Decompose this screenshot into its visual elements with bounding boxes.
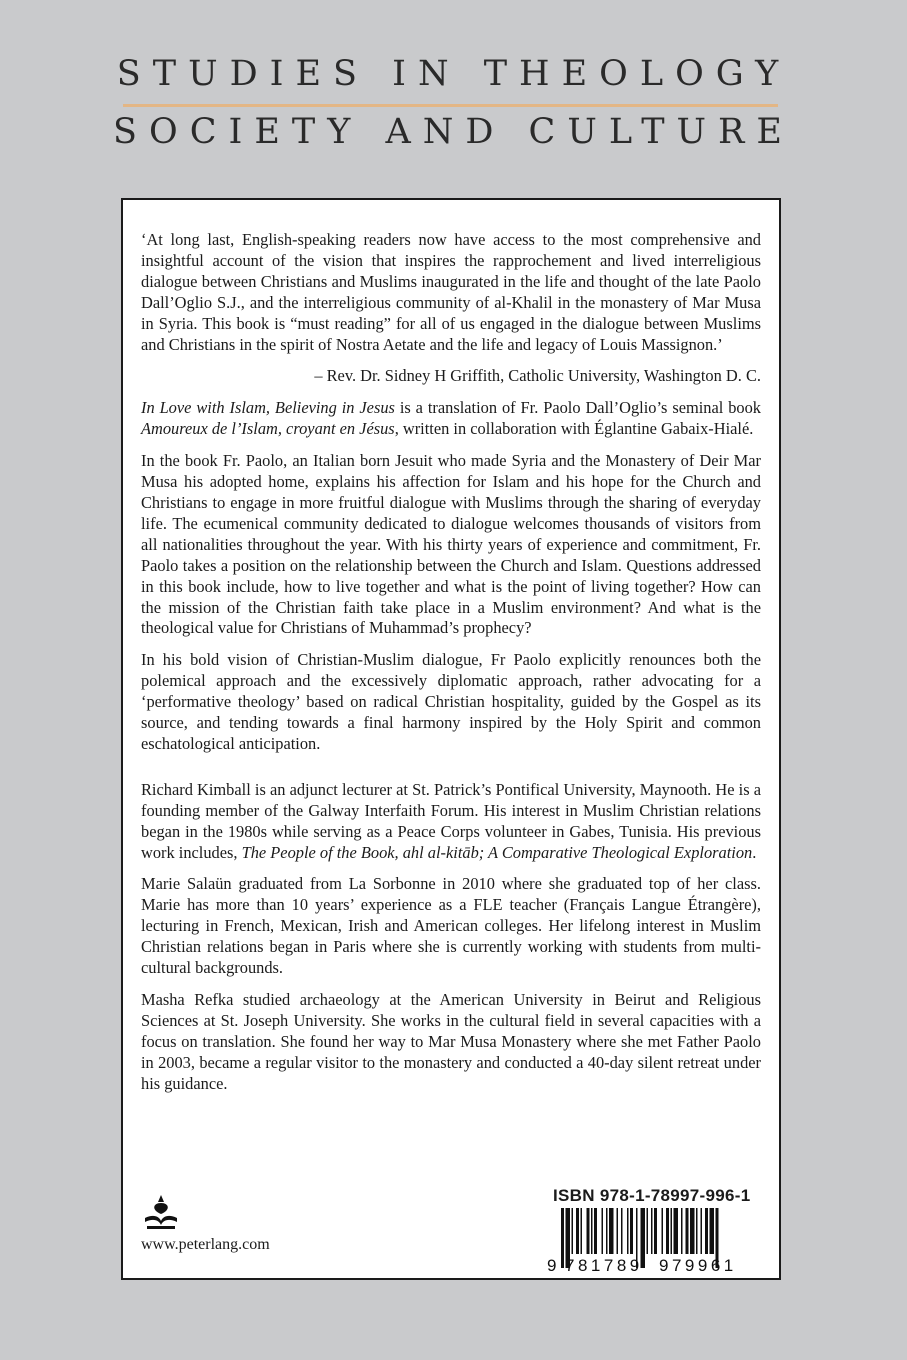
back-cover-panel bbox=[121, 198, 781, 1280]
isbn-label: ISBN 978-1-78997-996-1 bbox=[553, 1186, 751, 1205]
series-title-line1: STUDIES IN THEOLOGY bbox=[116, 54, 791, 94]
barcode-bar bbox=[587, 1208, 590, 1254]
barcode-digits-left: 781789 bbox=[565, 1256, 643, 1273]
isbn-barcode bbox=[543, 1208, 758, 1273]
barcode-bar bbox=[654, 1208, 657, 1254]
barcode-bar bbox=[591, 1208, 593, 1254]
barcode-bar bbox=[666, 1208, 669, 1254]
bio-refka: Masha Refka studied archaeology at the American University in Beirut and Religious Sciences at St. Joseph University. She works in the cultural field in several capacities with a focus on translation. She found her way to Mar Musa Monastery where she met Father Paolo in 2003, became a regular visitor to the monastery and conducted a 40-day silent retreat under his guidance. bbox=[141, 990, 761, 1093]
barcode-bar bbox=[617, 1208, 619, 1254]
barcode-bar bbox=[701, 1208, 703, 1254]
barcode-bar bbox=[651, 1208, 653, 1254]
barcode-bar bbox=[594, 1208, 597, 1254]
peter-lang-logo-icon bbox=[141, 1194, 181, 1232]
barcode-bar bbox=[690, 1208, 695, 1254]
endorsement-attribution: – Rev. Dr. Sidney H Griffith, Catholic University, Washington D. C. bbox=[314, 366, 761, 386]
blurb-content bbox=[141, 230, 761, 1106]
description-intro: In Love with Islam, Believing in Jesus is a translation of Fr. Paolo Dall’Oglio’s seminal book Amoureux de l’Islam, croyant en Jésus, written in collaboration with Églantine Gabaix-Hialé. bbox=[141, 398, 761, 439]
original-title: Amoureux de l’Islam, croyant en Jésus bbox=[141, 419, 395, 439]
publisher-url[interactable]: www.peterlang.com bbox=[141, 1236, 270, 1253]
barcode-bar bbox=[609, 1208, 614, 1254]
barcode-bar bbox=[581, 1208, 583, 1254]
barcode-digit-lead: 9 bbox=[547, 1256, 557, 1273]
barcode-bar bbox=[686, 1208, 689, 1254]
barcode-bar bbox=[710, 1208, 715, 1254]
barcode-bar bbox=[671, 1208, 673, 1254]
barcode-bar bbox=[705, 1208, 708, 1254]
description-paragraph-3: In his bold vision of Christian-Muslim dialogue, Fr Paolo explicitly renounces both the polemical approach and the excessively diplomatic approach, rather advocating for a ‘performative theology’ based on radical Christian hospitality, guided by the Gospel as its source, and tending towards a final harmony inspired by the Holy Spirit and common eschatological anticipation. bbox=[141, 650, 761, 753]
barcode-bar bbox=[561, 1208, 564, 1268]
barcode-bar bbox=[630, 1208, 633, 1254]
kimball-work-title: The People of the Book, ahl al-kitāb; A Comparative Theological Exploration bbox=[241, 842, 753, 862]
barcode-bar bbox=[606, 1208, 608, 1254]
barcode-bar bbox=[572, 1208, 574, 1254]
book-title: In Love with Islam, Believing in Jesus bbox=[141, 398, 395, 418]
barcode-bar bbox=[576, 1208, 579, 1254]
barcode-bar bbox=[602, 1208, 604, 1254]
barcode-bar bbox=[621, 1208, 623, 1254]
barcode-bar bbox=[662, 1208, 664, 1254]
bio-salaun: Marie Salaün graduated from La Sorbonne in 2010 where she graduated top of her class. Marie has more than 10 years’ experience as a FLE teacher (Français Langue Étrangère), lecturing in French, Mexican, Irish and American colleges. Her lifelong interest in Muslim Christian relations began in Paris where she is currently working with students from multi-cultural backgrounds. bbox=[141, 874, 761, 978]
bio-kimball: Richard Kimball is an adjunct lecturer at St. Patrick’s Pontifical University, Maynooth. He is a founding member of the Galway Interfaith Forum. His interest in Muslim Christian relations began in the 1980s while serving as a Peace Corps volunteer in Gabes, Tunisia. His previous work includes, The People of the Book, ahl al-kitāb; A Comparative Theological Exploration. bbox=[141, 779, 761, 862]
endorsement-quote: ‘At long last, English-speaking readers now have access to the most comprehensive and insightful account of the vision that inspires the rapprochement and lived interreligious dialogue between Christians and Muslims inaugurated in the life and thought of the late Paolo Dall’Oglio S.J., and the interreligious community of al-Khalil in the monastery of Mar Musa in Syria. This book is “must reading” for all of us engaged in the dialogue between Muslims and Christians in the spirit of Nostra Aetate and the life and legacy of Louis Massignon.’ bbox=[141, 230, 761, 354]
barcode-bar bbox=[647, 1208, 649, 1254]
barcode-bar bbox=[674, 1208, 679, 1254]
barcode-digits-right: 979961 bbox=[659, 1256, 737, 1273]
series-title-line2: SOCIETY AND CULTURE bbox=[113, 112, 794, 152]
barcode-bar bbox=[696, 1208, 698, 1254]
description-paragraph-2: In the book Fr. Paolo, an Italian born Jesuit who made Syria and the Monastery of Deir Mar Musa his adopted home, explains his affection for Islam and his hope for the Church and Christians to engage in more fruitful dialogue with Muslims through the sharing of everyday life. The ecumenical community dedicated to dialogue welcomes thousands of visitors from all nationalities throughout the year. With his thirty years of experience and commitment, Fr. Paolo takes a position on the relationship between the Church and Islam. Questions addressed in this book include, how to live together and what is the point of living together? How can the mission of the Christian faith take place in a Muslim environment? And what is the theological value for Christians of Muhammad’s prophecy? bbox=[141, 451, 761, 638]
barcode-bar bbox=[627, 1208, 629, 1254]
barcode-bar bbox=[681, 1208, 683, 1254]
series-divider bbox=[123, 104, 778, 107]
